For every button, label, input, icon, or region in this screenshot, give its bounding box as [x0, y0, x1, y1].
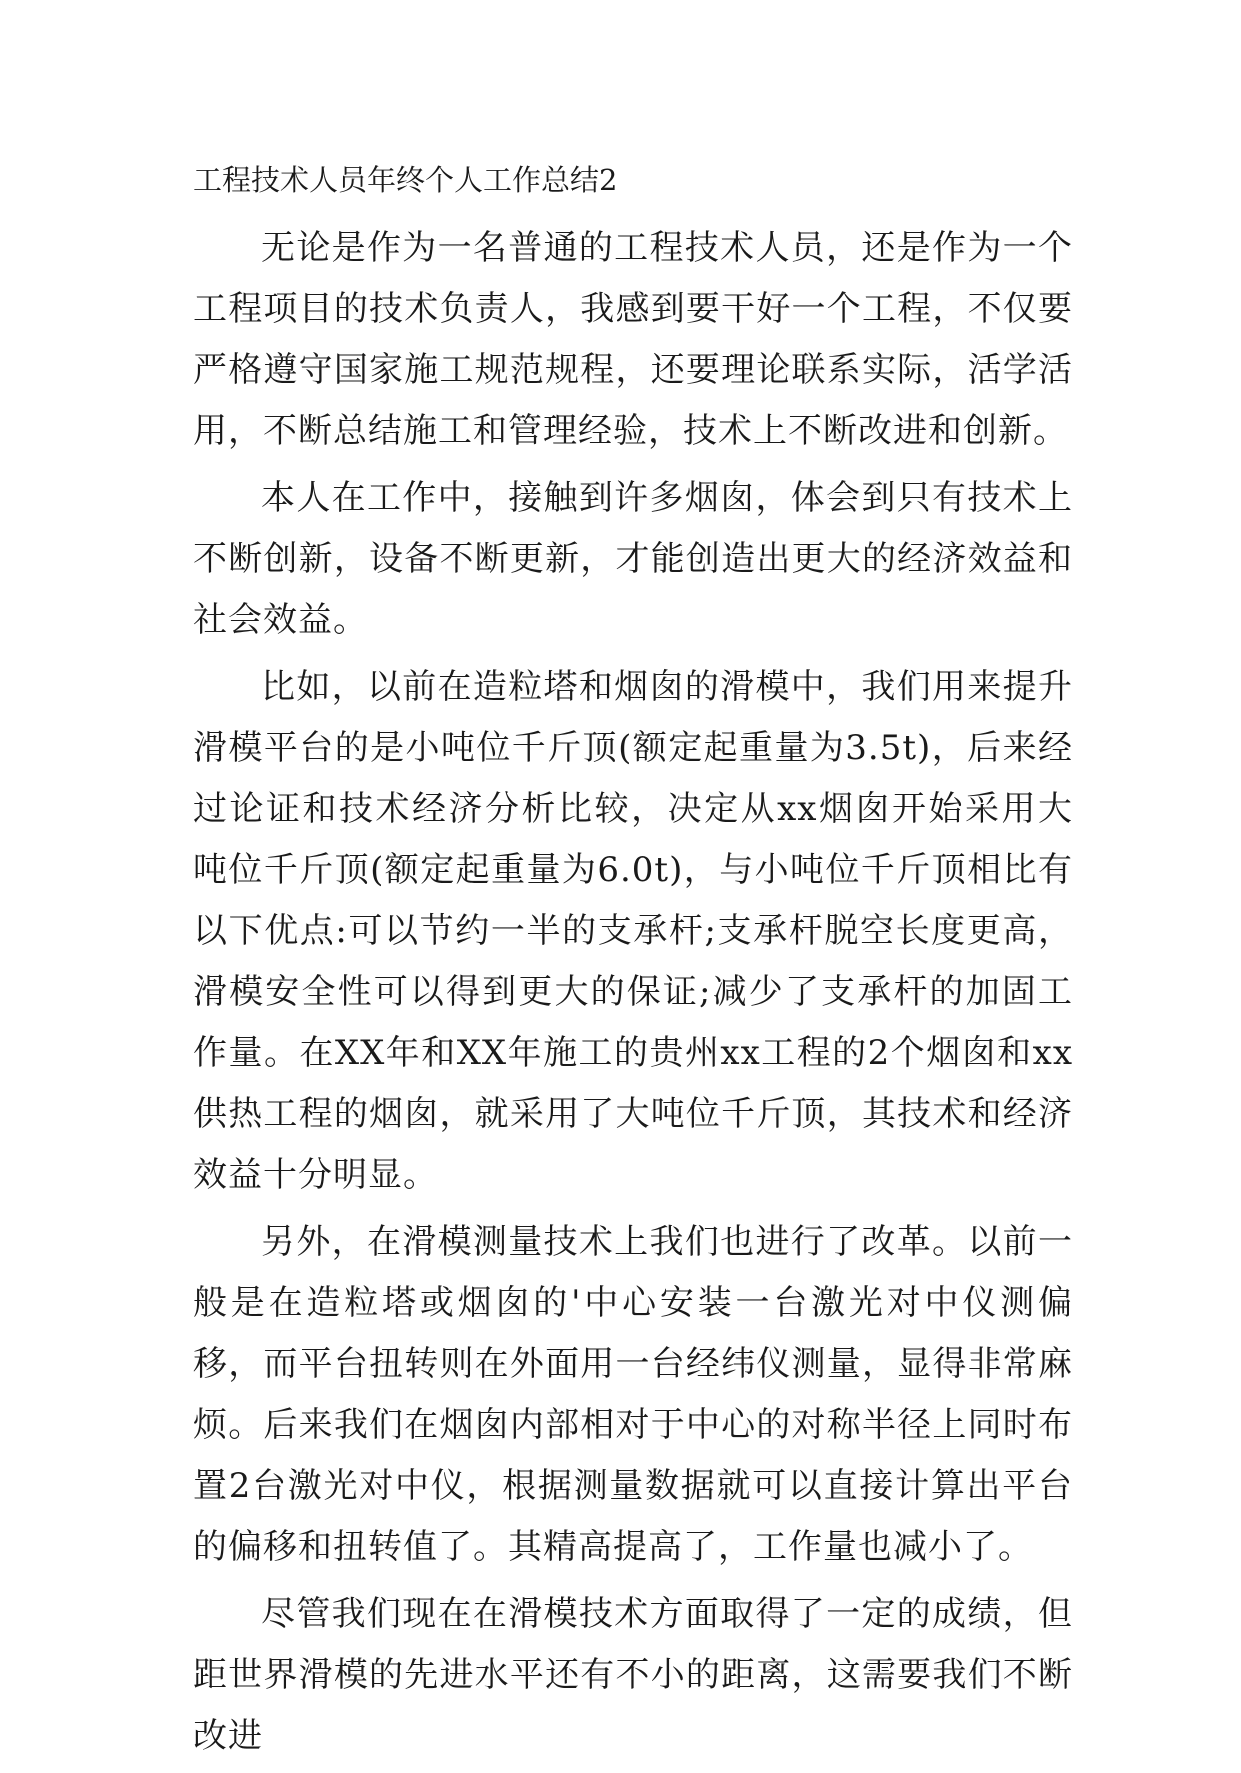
- paragraph: 本人在工作中，接触到许多烟囱，体会到只有技术上不断创新，设备不断更新，才能创造出更大的经济效益和社会效益。: [193, 478, 1073, 640]
- document-body: [193, 218, 1073, 1773]
- paragraph: 比如，以前在造粒塔和烟囱的滑模中，我们用来提升滑模平台的是小吨位千斤顶(额定起重量为3.5t)，后来经过论证和技术经济分析比较，决定从xx烟囱开始采用大吨位千斤顶(额定起重量为6.0t)，与小吨位千斤顶相比有以下优点:可以节约一半的支承杆;支承杆脱空长度更高，滑模安全性可以得到更大的保证;减少了支承杆的加固工作量。在XX年和XX年施工的贵州xx工程的2个烟囱和xx供热工程的烟囱，就采用了大吨位千斤顶，其技术和经济效益十分明显。: [193, 667, 1073, 1195]
- paragraph: 尽管我们现在在滑模技术方面取得了一定的成绩，但距世界滑模的先进水平还有不小的距离，这需要我们不断改进: [193, 1594, 1073, 1756]
- paragraph: 另外，在滑模测量技术上我们也进行了改革。以前一般是在造粒塔或烟囱的'中心安装一台激光对中仪测偏移，而平台扭转则在外面用一台经纬仪测量，显得非常麻烦。后来我们在烟囱内部相对于中心的对称半径上同时布置2台激光对中仪，根据测量数据就可以直接计算出平台的偏移和扭转值了。其精高提高了，工作量也减小了。: [193, 1222, 1073, 1567]
- paragraph: 无论是作为一名普通的工程技术人员，还是作为一个工程项目的技术负责人，我感到要干好一个工程，不仅要严格遵守国家施工规范规程，还要理论联系实际，活学活用，不断总结施工和管理经验，技术上不断改进和创新。: [193, 228, 1073, 451]
- document-title: 工程技术人员年终个人工作总结2: [193, 163, 618, 197]
